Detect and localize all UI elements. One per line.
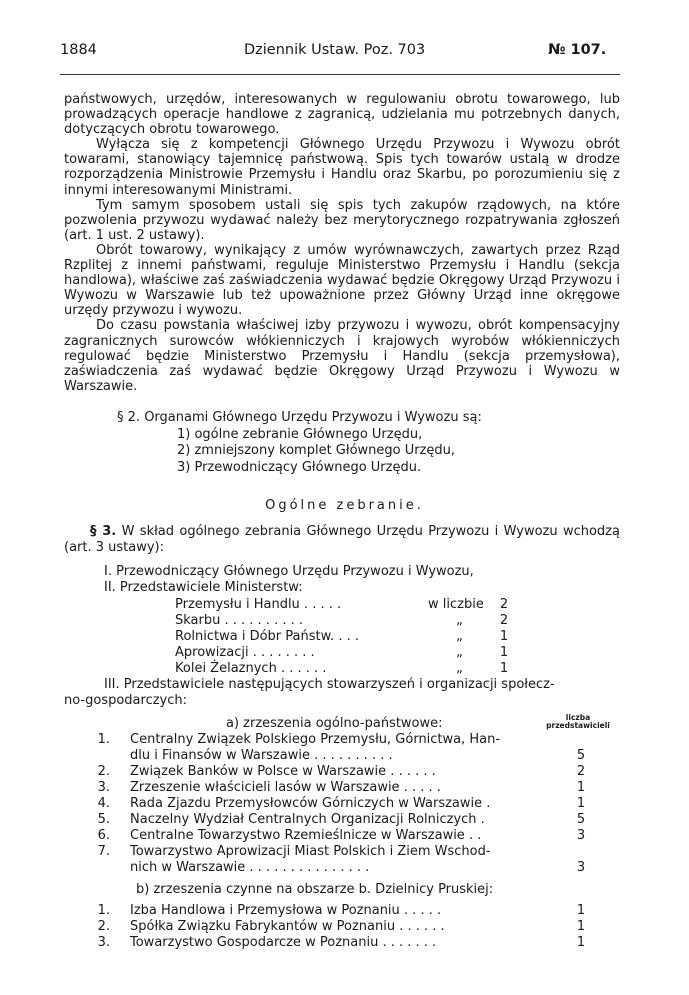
- list-item: 1) ogólne zebranie Głównego Urzędu,: [177, 426, 423, 442]
- page-number: 1884: [60, 42, 97, 58]
- item-number: 7.: [97, 844, 110, 859]
- org-name: Naczelny Wydział Centralnych Organizacji Rolniczych .: [130, 812, 485, 827]
- group-a-heading: a) zrzeszenia ogólno-państwowe:: [226, 716, 443, 731]
- paragraph: Wyłącza się z kompetencji Głównego Urzędu Przywozu i Wywozu obrót towarami, stanowiący tajemnicę państwową. Spis tych towarów ustalą w drodze rozporządzenia Ministrowie Przemysłu i Handlu oraz Skarbu, po porozumieniu się z innymi interesowanymi Ministrami.: [64, 137, 620, 198]
- org-count: 1: [576, 796, 586, 811]
- org-count: 3: [576, 828, 586, 843]
- issue-number: № 107.: [548, 42, 607, 58]
- item-number: 5.: [97, 812, 110, 827]
- item-iii-cont: no-gospodarczych:: [64, 693, 188, 708]
- item-ii: II. Przedstawiciele Ministerstw:: [104, 580, 303, 595]
- count-column-header: liczba przedstawicieli: [546, 713, 610, 730]
- org-count: 1: [576, 935, 586, 950]
- item-i: I. Przewodniczący Głównego Urzędu Przywozu i Wywozu,: [104, 564, 474, 579]
- section-2-label: § 2.: [117, 410, 141, 425]
- item-number: 2.: [97, 764, 110, 779]
- ministry-name: Aprowizacji . . . . . . . .: [175, 645, 315, 660]
- org-count: 1: [576, 903, 586, 918]
- org-count: 5: [576, 748, 586, 763]
- ministry-name: Kolei Żelaznych . . . . . .: [175, 661, 327, 676]
- ministry-count: 2: [499, 613, 509, 628]
- paragraph: Tym samym sposobem ustali się spis tych zakupów rządowych, na które pozwolenia przywozu wydawać należy bez merytorycznego rozpatrywania zgłoszeń (art. 1 ust. 2 ustawy).: [64, 197, 620, 243]
- paragraph: Do czasu powstania właściwej izby przywozu i wywozu, obrót kompensacyjny zagranicznych surowców włókienniczych i krajowych wyrobów włókienniczych regulować będzie Ministerstwo Przemysłu i Handlu (sekcja przemysłowa), zaświadczenia zaś wydawać będzie Okręgowy Urząd Przywozu i Wywozu w Warszawie.: [64, 318, 620, 394]
- item-number: 6.: [97, 828, 110, 843]
- org-name: Rada Zjazdu Przemysłowców Górniczych w Warszawie .: [130, 796, 491, 811]
- item-number: 1.: [97, 903, 110, 918]
- section-3-intro: [64, 524, 620, 555]
- org-name: Zrzeszenie właścicieli lasów w Warszawie . . . . .: [130, 780, 441, 795]
- ministry-prefix: „: [456, 613, 463, 628]
- item-number: 2.: [97, 919, 110, 934]
- header-rule: [60, 74, 620, 75]
- org-count: 5: [576, 812, 586, 827]
- ministry-name: Rolnictwa i Dóbr Państw. . . .: [175, 629, 359, 644]
- section-heading: Ogólne zebranie.: [265, 498, 424, 513]
- section-3-intro-text: W skład ogólnego zebrania Głównego Urzędu Przywozu i Wywozu wchodzą (art. 3 ustawy):: [64, 524, 620, 555]
- org-name: Towarzystwo Gospodarcze w Poznaniu . . . . . . .: [130, 935, 437, 950]
- item-iii: III. Przedstawiciele następujących stowarzyszeń i organizacji społecz-: [104, 677, 555, 692]
- ministry-prefix: „: [456, 661, 463, 676]
- item-number: 1.: [97, 732, 110, 747]
- ministry-count: 1: [499, 629, 509, 644]
- item-number: 3.: [97, 935, 110, 950]
- ministry-count: 1: [499, 645, 509, 660]
- org-count: 2: [576, 764, 586, 779]
- org-count: 1: [576, 919, 586, 934]
- org-count: 1: [576, 780, 586, 795]
- section-2-intro: Organami Głównego Urzędu Przywozu i Wywozu są:: [144, 410, 482, 425]
- ministry-name: Przemysłu i Handlu . . . . .: [175, 597, 342, 612]
- group-b-heading: b) zrzeszenia czynne na obszarze b. Dzielnicy Pruskiej:: [136, 882, 494, 897]
- org-name: Związek Banków w Polsce w Warszawie . . . . . .: [130, 764, 436, 779]
- ministry-count: 2: [499, 597, 509, 612]
- ministry-prefix: „: [456, 645, 463, 660]
- org-name: Izba Handlowa i Przemysłowa w Poznaniu . . . . .: [130, 903, 442, 918]
- ministry-name: Skarbu . . . . . . . . . .: [175, 613, 304, 628]
- org-count: 3: [576, 860, 586, 875]
- org-name: Centralne Towarzystwo Rzemieślnicze w Warszawie . .: [130, 828, 482, 843]
- list-item: 3) Przewodniczący Głównego Urzędu.: [177, 459, 422, 475]
- org-name-cont: nich w Warszawie . . . . . . . . . . . . . . .: [130, 860, 370, 875]
- list-item: 2) zmniejszony komplet Głównego Urzędu,: [177, 443, 456, 458]
- ministry-prefix: w liczbie: [428, 597, 484, 612]
- body-text: [64, 92, 620, 394]
- item-number: 4.: [97, 796, 110, 811]
- paragraph: państwowych, urzędów, interesowanych w regulowaniu obrotu towarowego, lub prowadzących operacje handlowe z zagranicą, udzielania mu potrzebnych danych, dotyczących obrotu towarowego.: [64, 92, 620, 138]
- section-2: [117, 410, 482, 476]
- org-name: Towarzystwo Aprowizacji Miast Polskich i Ziem Wschod-: [130, 844, 491, 859]
- ministry-prefix: „: [456, 629, 463, 644]
- org-name-cont: dlu i Finansów w Warszawie . . . . . . . . . .: [130, 748, 393, 763]
- section-3-label: § 3.: [90, 524, 117, 539]
- org-name: Spółka Związku Fabrykantów w Poznaniu . . . . . .: [130, 919, 445, 934]
- item-number: 3.: [97, 780, 110, 795]
- journal-title: Dziennik Ustaw. Poz. 703: [244, 42, 426, 58]
- ministry-count: 1: [499, 661, 509, 676]
- paragraph: Obrót towarowy, wynikający z umów wyrównawczych, zawartych przez Rząd Rzplitej z innemi państwami, reguluje Ministerstwo Przemysłu i Handlu (sekcja handlowa), właściwe zaś zaświadczenia wydawać będzie Okręgowy Urząd Przywozu i Wywozu w Warszawie lub też upoważnione przez Główny Urząd inne okręgowe urzędy przywozu i wywozu.: [64, 242, 620, 319]
- org-name: Centralny Związek Polskiego Przemysłu, Górnictwa, Han-: [130, 732, 501, 747]
